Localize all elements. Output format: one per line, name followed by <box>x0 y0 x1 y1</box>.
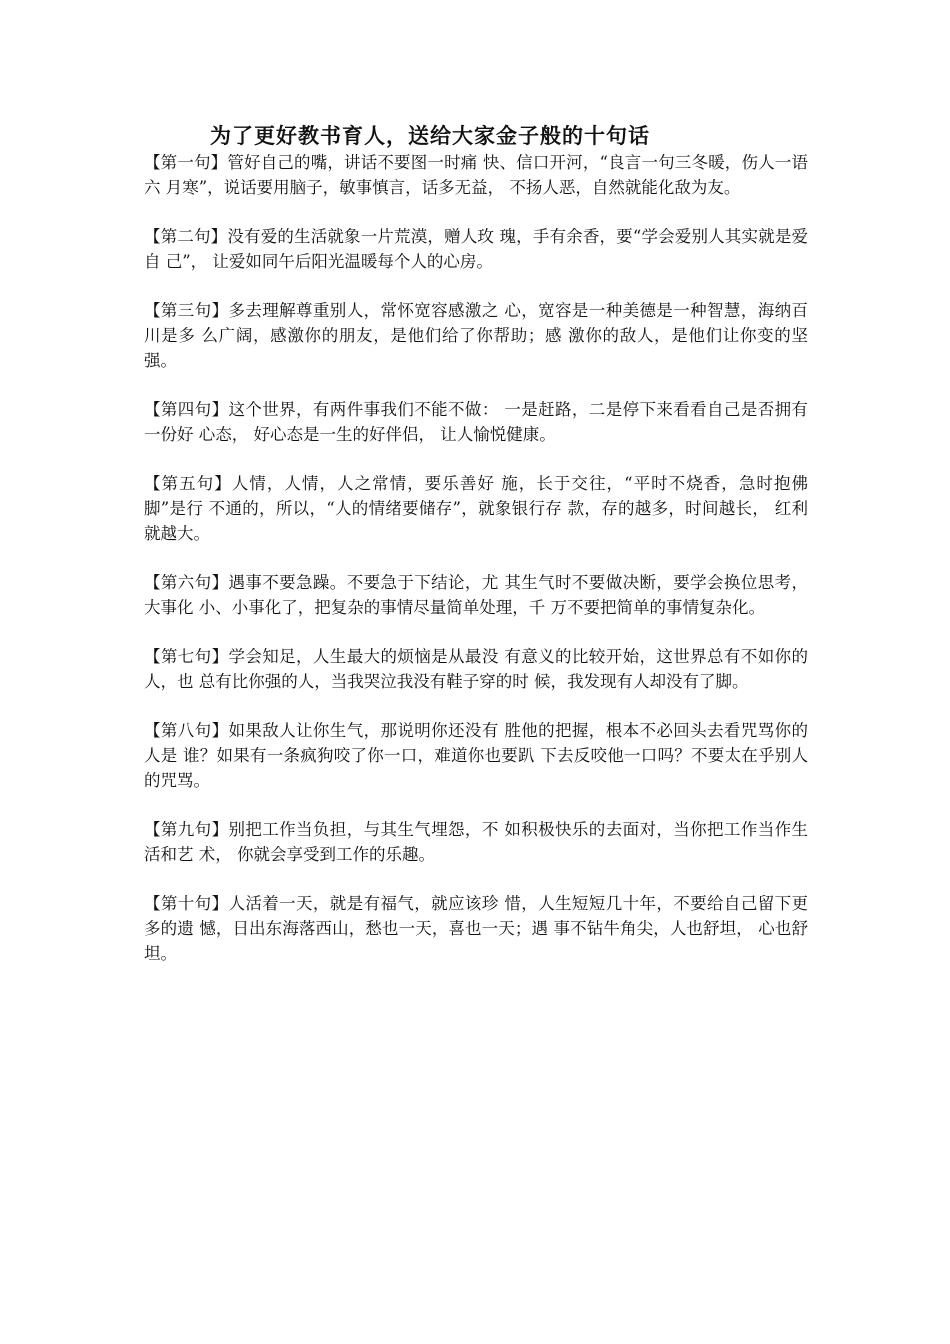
page-title: 为了更好教书育人，送给大家金子般的十句话 <box>210 123 650 148</box>
paragraph-10: 【第十句】人活着一天，就是有福气，就应该珍 惜，人生短短几十年，不要给自己留下更多的遗 憾，日出东海落西山，愁也一天，喜也一天；遇 事不钻牛角尖，人也舒坦， 心也舒坦。 <box>144 894 808 963</box>
paragraph-3: 【第三句】多去理解尊重别人，常怀宽容感激之 心，宽容是一种美德是一种智慧，海纳百川是多 么广阔，感激你的朋友，是他们给了你帮助；感 激你的敌人，是他们让你变的坚强。 <box>144 301 808 370</box>
paragraph-2: 【第二句】没有爱的生活就象一片荒漠，赠人玫 瑰，手有余香，要“学会爱别人其实就是爱自 己”， 让爱如同午后阳光温暖每个人的心房。 <box>144 227 808 271</box>
paragraph-4: 【第四句】这个世界，有两件事我们不能不做： 一是赶路，二是停下来看看自己是否拥有一份好 心态， 好心态是一生的好伴侣， 让人愉悦健康。 <box>144 400 808 444</box>
paragraph-9: 【第九句】别把工作当负担，与其生气埋怨，不 如积极快乐的去面对，当你把工作当作生活和艺 术， 你就会享受到工作的乐趣。 <box>144 820 808 864</box>
paragraph-8: 【第八句】如果敌人让你生气，那说明你还没有 胜他的把握，根本不必回头去看咒骂你的人是 谁？如果有一条疯狗咬了你一口，难道你也要趴 下去反咬他一口吗？不要太在乎别人的咒骂。 <box>144 721 808 790</box>
paragraph-7: 【第七句】学会知足，人生最大的烦恼是从最没 有意义的比较开始，这世界总有不如你的人，也 总有比你强的人，当我哭泣我没有鞋子穿的时 候，我发现有人却没有了脚。 <box>144 647 808 691</box>
paragraph-6: 【第六句】遇事不要急躁。不要急于下结论，尤 其生气时不要做决断，要学会换位思考，大事化 小、小事化了，把复杂的事情尽量简单处理，千 万不要把简单的事情复杂化。 <box>144 573 808 617</box>
paragraph-1: 【第一句】管好自己的嘴，讲话不要图一时痛 快、信口开河，“良言一句三冬暖，伤人一语六 月寒”，说话要用脑子，敏事慎言，话多无益， 不扬人恶，自然就能化敌为友。 <box>144 153 808 197</box>
paragraph-5: 【第五句】人情，人情，人之常情，要乐善好 施，长于交往，“平时不烧香，急时抱佛脚”是行 不通的，所以，“人的情绪要储存”，就象银行存 款，存的越多，时间越长， 红利就越大。 <box>144 474 808 543</box>
document-body <box>144 150 808 990</box>
